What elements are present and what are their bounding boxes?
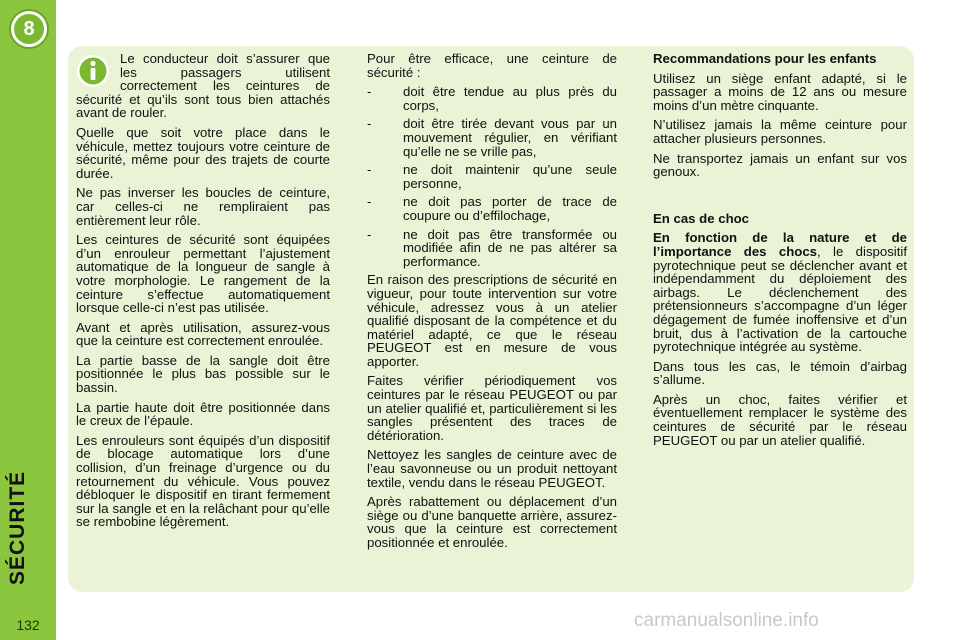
paragraph: [653, 231, 907, 353]
paragraph: Ne transportez jamais un enfant sur vos genoux.: [653, 150, 907, 180]
paragraph: Quelle que soit votre place dans le véhicule, mettez toujours votre ceinture de sécurité, même pour des trajets de courte durée.: [76, 124, 330, 181]
section-heading-impact: En cas de choc: [653, 210, 750, 226]
bullet-dash: -: [367, 226, 372, 242]
paragraph: Après un choc, faites vérifier et éventuellement remplacer le système des ceintures de sécurité par le réseau PEUGEOT ou par un atelier qualifié.: [653, 391, 907, 448]
list-item: [367, 195, 617, 222]
bullet-dash: -: [367, 116, 372, 132]
paragraph: Dans tous les cas, le témoin d’airbag s’allume.: [653, 358, 907, 388]
info-icon: [76, 54, 110, 88]
list-item: [367, 228, 617, 269]
paragraph: Ne pas inverser les boucles de ceinture, car celles-ci ne rempliraient pas entièrement leur rôle.: [76, 185, 330, 228]
section-heading-children: Recommandations pour les enfants: [653, 51, 877, 66]
column-middle: [367, 52, 617, 556]
paragraph: Après rabattement ou déplacement d’un siège ou d’une banquette arrière, assurez-vous que la ceinture est correctement positionnée et enroulée.: [367, 494, 617, 550]
list-item-text: doit être tendue au plus près du corps,: [403, 84, 617, 113]
paragraph: Utilisez un siège enfant adapté, si le passager a moins de 12 ans ou mesure moins d’un mètre cinquante.: [653, 70, 907, 113]
paragraph: Les enrouleurs sont équipés d’un dispositif de blocage automatique lors d’une collision, d’un freinage d’urgence ou du retournement du véhicule. Vous pouvez débloquer le dispositif en tirant fermement sur la sangle et en la relâchant pour qu’elle se rembobine légèrement.: [76, 432, 330, 530]
list-item-text: ne doit pas être transformée ou modifiée afin de ne pas altérer sa performance.: [403, 226, 617, 269]
chapter-number-badge: 8: [11, 11, 47, 47]
list-item: [367, 163, 617, 190]
list-item: [367, 85, 617, 112]
paragraph: Faites vérifier périodiquement vos ceintures par le réseau PEUGEOT ou par un atelier qualifié et, particulièrement si les sangles présentent des traces de détérioration.: [367, 373, 617, 443]
page-number: 132: [0, 611, 56, 640]
paragraph: Avant et après utilisation, assurez-vous que la ceinture est correctement enroulée.: [76, 319, 330, 349]
paragraph: La partie haute doit être positionnée dans le creux de l’épaule.: [76, 399, 330, 429]
chapter-sidebar: [0, 0, 56, 640]
list-item-text: doit être tirée devant vous par un mouvement régulier, en vérifiant qu’elle ne se vrille pas,: [403, 116, 617, 159]
bullet-dash: -: [367, 194, 372, 210]
column-left: [76, 52, 330, 535]
paragraph: N’utilisez jamais la même ceinture pour attacher plusieurs personnes.: [653, 117, 907, 146]
chapter-title: SÉCURITÉ: [6, 470, 29, 585]
paragraph: Nettoyez les sangles de ceinture avec de l’eau savonneuse ou un produit nettoyant textile, vendu dans le réseau PEUGEOT.: [367, 447, 617, 490]
paragraph: En raison des prescriptions de sécurité en vigueur, pour toute intervention sur votre véhicule, adressez vous à un atelier qualifié disposant de la compétence et du matériel adapté, ce que le réseau PEUGEOT est en mesure de vous apporter.: [367, 272, 617, 369]
intro-paragraph: Pour être efficace, une ceinture de sécurité :: [367, 51, 617, 80]
list-item-text: ne doit maintenir qu’une seule personne,: [403, 162, 617, 191]
list-item: [367, 117, 617, 158]
paragraph: Les ceintures de sécurité sont équipées d’un enrouleur permettant l’ajustement automatique de la longueur de sangle à votre morphologie. Le rangement de la ceinture s’effectue automatiquement lorsque celle-ci n’est pas utilisée.: [76, 232, 330, 316]
section-spacer: [653, 185, 907, 212]
watermark: carmanualsonline.info: [634, 610, 819, 631]
bullet-dash: -: [367, 84, 372, 100]
paragraph: La partie basse de la sangle doit être positionnée le plus bas possible sur le bassin.: [76, 352, 330, 396]
lead-rest: , le dispositif pyrotechnique peut se déclencher avant et indépendamment du déploiement des airbags. Le déclenchement des prétensionneurs s’accompagne d’un léger dégagement de fumée inoffensive et d’un bruit, dus à l’activation de la cartouche pyrotechnique intégrée au système.: [653, 243, 907, 355]
paragraph: Le conducteur doit s’assurer que les passagers utilisent correctement les ceintures de sécurité et qu’ils sont tous bien attachés avant de rouler.: [76, 51, 330, 121]
bullet-dash: -: [367, 162, 372, 178]
column-right: [653, 52, 907, 453]
bold-lead: En fonction de la nature et de l’importance des chocs: [653, 230, 907, 259]
requirements-list: [367, 85, 617, 268]
list-item-text: ne doit pas porter de trace de coupure ou d’effilochage,: [403, 194, 617, 223]
